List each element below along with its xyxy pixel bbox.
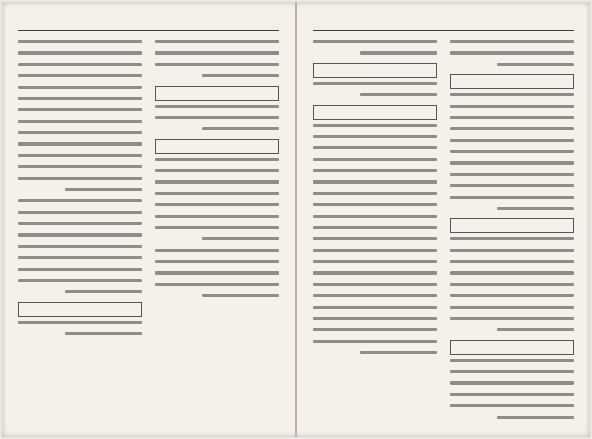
text-line — [18, 279, 142, 282]
untranscribed-text-lines — [155, 40, 279, 77]
untranscribed-text-lines — [450, 40, 574, 66]
text-line — [450, 306, 574, 309]
untranscribed-text-lines — [155, 249, 279, 298]
left-page-columns — [18, 36, 279, 425]
text-line — [18, 131, 142, 134]
text-line — [18, 120, 142, 123]
text-line — [450, 105, 574, 108]
text-line — [450, 51, 574, 54]
entry-heading — [450, 218, 574, 233]
text-line — [155, 63, 279, 66]
text-line — [155, 283, 279, 286]
text-line — [313, 192, 437, 195]
left-running-head — [18, 16, 279, 31]
text-line — [313, 215, 437, 218]
text-line — [313, 135, 437, 138]
text-line — [313, 226, 437, 229]
text-line — [18, 245, 142, 248]
right-page — [297, 2, 590, 437]
untranscribed-text-lines — [450, 93, 574, 210]
text-line — [313, 260, 437, 263]
text-line — [155, 51, 279, 54]
text-line — [202, 74, 279, 77]
text-line — [155, 271, 279, 274]
text-line — [497, 328, 574, 331]
text-line — [313, 203, 437, 206]
text-line — [65, 188, 142, 191]
right-page-right-column — [450, 36, 574, 425]
text-line — [18, 199, 142, 202]
text-line — [202, 127, 279, 130]
book-spread — [2, 2, 590, 437]
text-line — [155, 116, 279, 119]
text-line — [155, 203, 279, 206]
text-line — [313, 317, 437, 320]
text-line — [155, 40, 279, 43]
text-line — [313, 340, 437, 343]
text-line — [313, 124, 437, 127]
text-line — [155, 158, 279, 161]
text-line — [155, 260, 279, 263]
entry-heading — [18, 302, 142, 317]
text-line — [450, 173, 574, 176]
entry-heading — [450, 74, 574, 89]
text-line — [18, 86, 142, 89]
text-line — [155, 192, 279, 195]
text-line — [450, 260, 574, 263]
text-line — [65, 332, 142, 335]
text-line — [450, 237, 574, 240]
text-line — [450, 161, 574, 164]
left-page-right-column — [155, 36, 279, 425]
text-line — [18, 74, 142, 77]
text-line — [155, 215, 279, 218]
right-page-columns — [313, 36, 574, 425]
text-line — [497, 63, 574, 66]
text-line — [450, 271, 574, 274]
untranscribed-text-lines — [18, 199, 142, 293]
text-line — [155, 180, 279, 183]
text-line — [450, 116, 574, 119]
text-line — [360, 93, 437, 96]
text-line — [450, 196, 574, 199]
untranscribed-text-lines — [18, 321, 142, 336]
text-line — [450, 370, 574, 373]
text-line — [450, 249, 574, 252]
text-line — [313, 294, 437, 297]
text-line — [360, 351, 437, 354]
untranscribed-text-lines — [155, 105, 279, 131]
text-line — [313, 82, 437, 85]
untranscribed-text-lines — [313, 124, 437, 355]
text-line — [155, 226, 279, 229]
untranscribed-text-lines — [450, 359, 574, 419]
text-line — [450, 317, 574, 320]
text-line — [18, 108, 142, 111]
text-line — [313, 306, 437, 309]
untranscribed-text-lines — [313, 40, 437, 55]
text-line — [313, 169, 437, 172]
untranscribed-text-lines — [313, 82, 437, 97]
text-line — [18, 97, 142, 100]
text-line — [18, 63, 142, 66]
text-line — [18, 142, 142, 145]
entry-heading — [313, 63, 437, 78]
text-line — [18, 177, 142, 180]
text-line — [313, 249, 437, 252]
text-line — [313, 271, 437, 274]
text-line — [450, 294, 574, 297]
text-line — [450, 381, 574, 384]
text-line — [18, 268, 142, 271]
text-line — [18, 51, 142, 54]
text-line — [18, 40, 142, 43]
text-line — [497, 416, 574, 419]
text-line — [202, 294, 279, 297]
text-line — [155, 249, 279, 252]
text-line — [313, 158, 437, 161]
text-line — [450, 359, 574, 362]
text-line — [155, 169, 279, 172]
text-line — [18, 321, 142, 324]
text-line — [450, 139, 574, 142]
text-line — [18, 165, 142, 168]
text-line — [360, 51, 437, 54]
text-line — [18, 256, 142, 259]
entry-heading — [313, 105, 437, 120]
text-line — [450, 40, 574, 43]
text-line — [450, 184, 574, 187]
text-line — [65, 290, 142, 293]
text-line — [18, 233, 142, 236]
text-line — [450, 150, 574, 153]
text-line — [450, 127, 574, 130]
untranscribed-text-lines — [450, 237, 574, 331]
text-line — [313, 146, 437, 149]
untranscribed-text-lines — [18, 40, 142, 191]
text-line — [313, 237, 437, 240]
entry-heading — [450, 340, 574, 355]
untranscribed-text-lines — [155, 158, 279, 241]
text-line — [18, 211, 142, 214]
text-line — [313, 328, 437, 331]
text-line — [450, 404, 574, 407]
text-line — [450, 393, 574, 396]
text-line — [313, 40, 437, 43]
entry-heading — [155, 86, 279, 101]
right-running-head — [313, 16, 574, 31]
text-line — [18, 222, 142, 225]
text-line — [18, 154, 142, 157]
text-line — [450, 283, 574, 286]
entry-heading — [155, 139, 279, 154]
left-page-left-column — [18, 36, 142, 425]
left-page — [2, 2, 295, 437]
text-line — [202, 237, 279, 240]
text-line — [155, 105, 279, 108]
right-page-left-column — [313, 36, 437, 425]
text-line — [450, 93, 574, 96]
text-line — [313, 180, 437, 183]
text-line — [313, 283, 437, 286]
text-line — [497, 207, 574, 210]
